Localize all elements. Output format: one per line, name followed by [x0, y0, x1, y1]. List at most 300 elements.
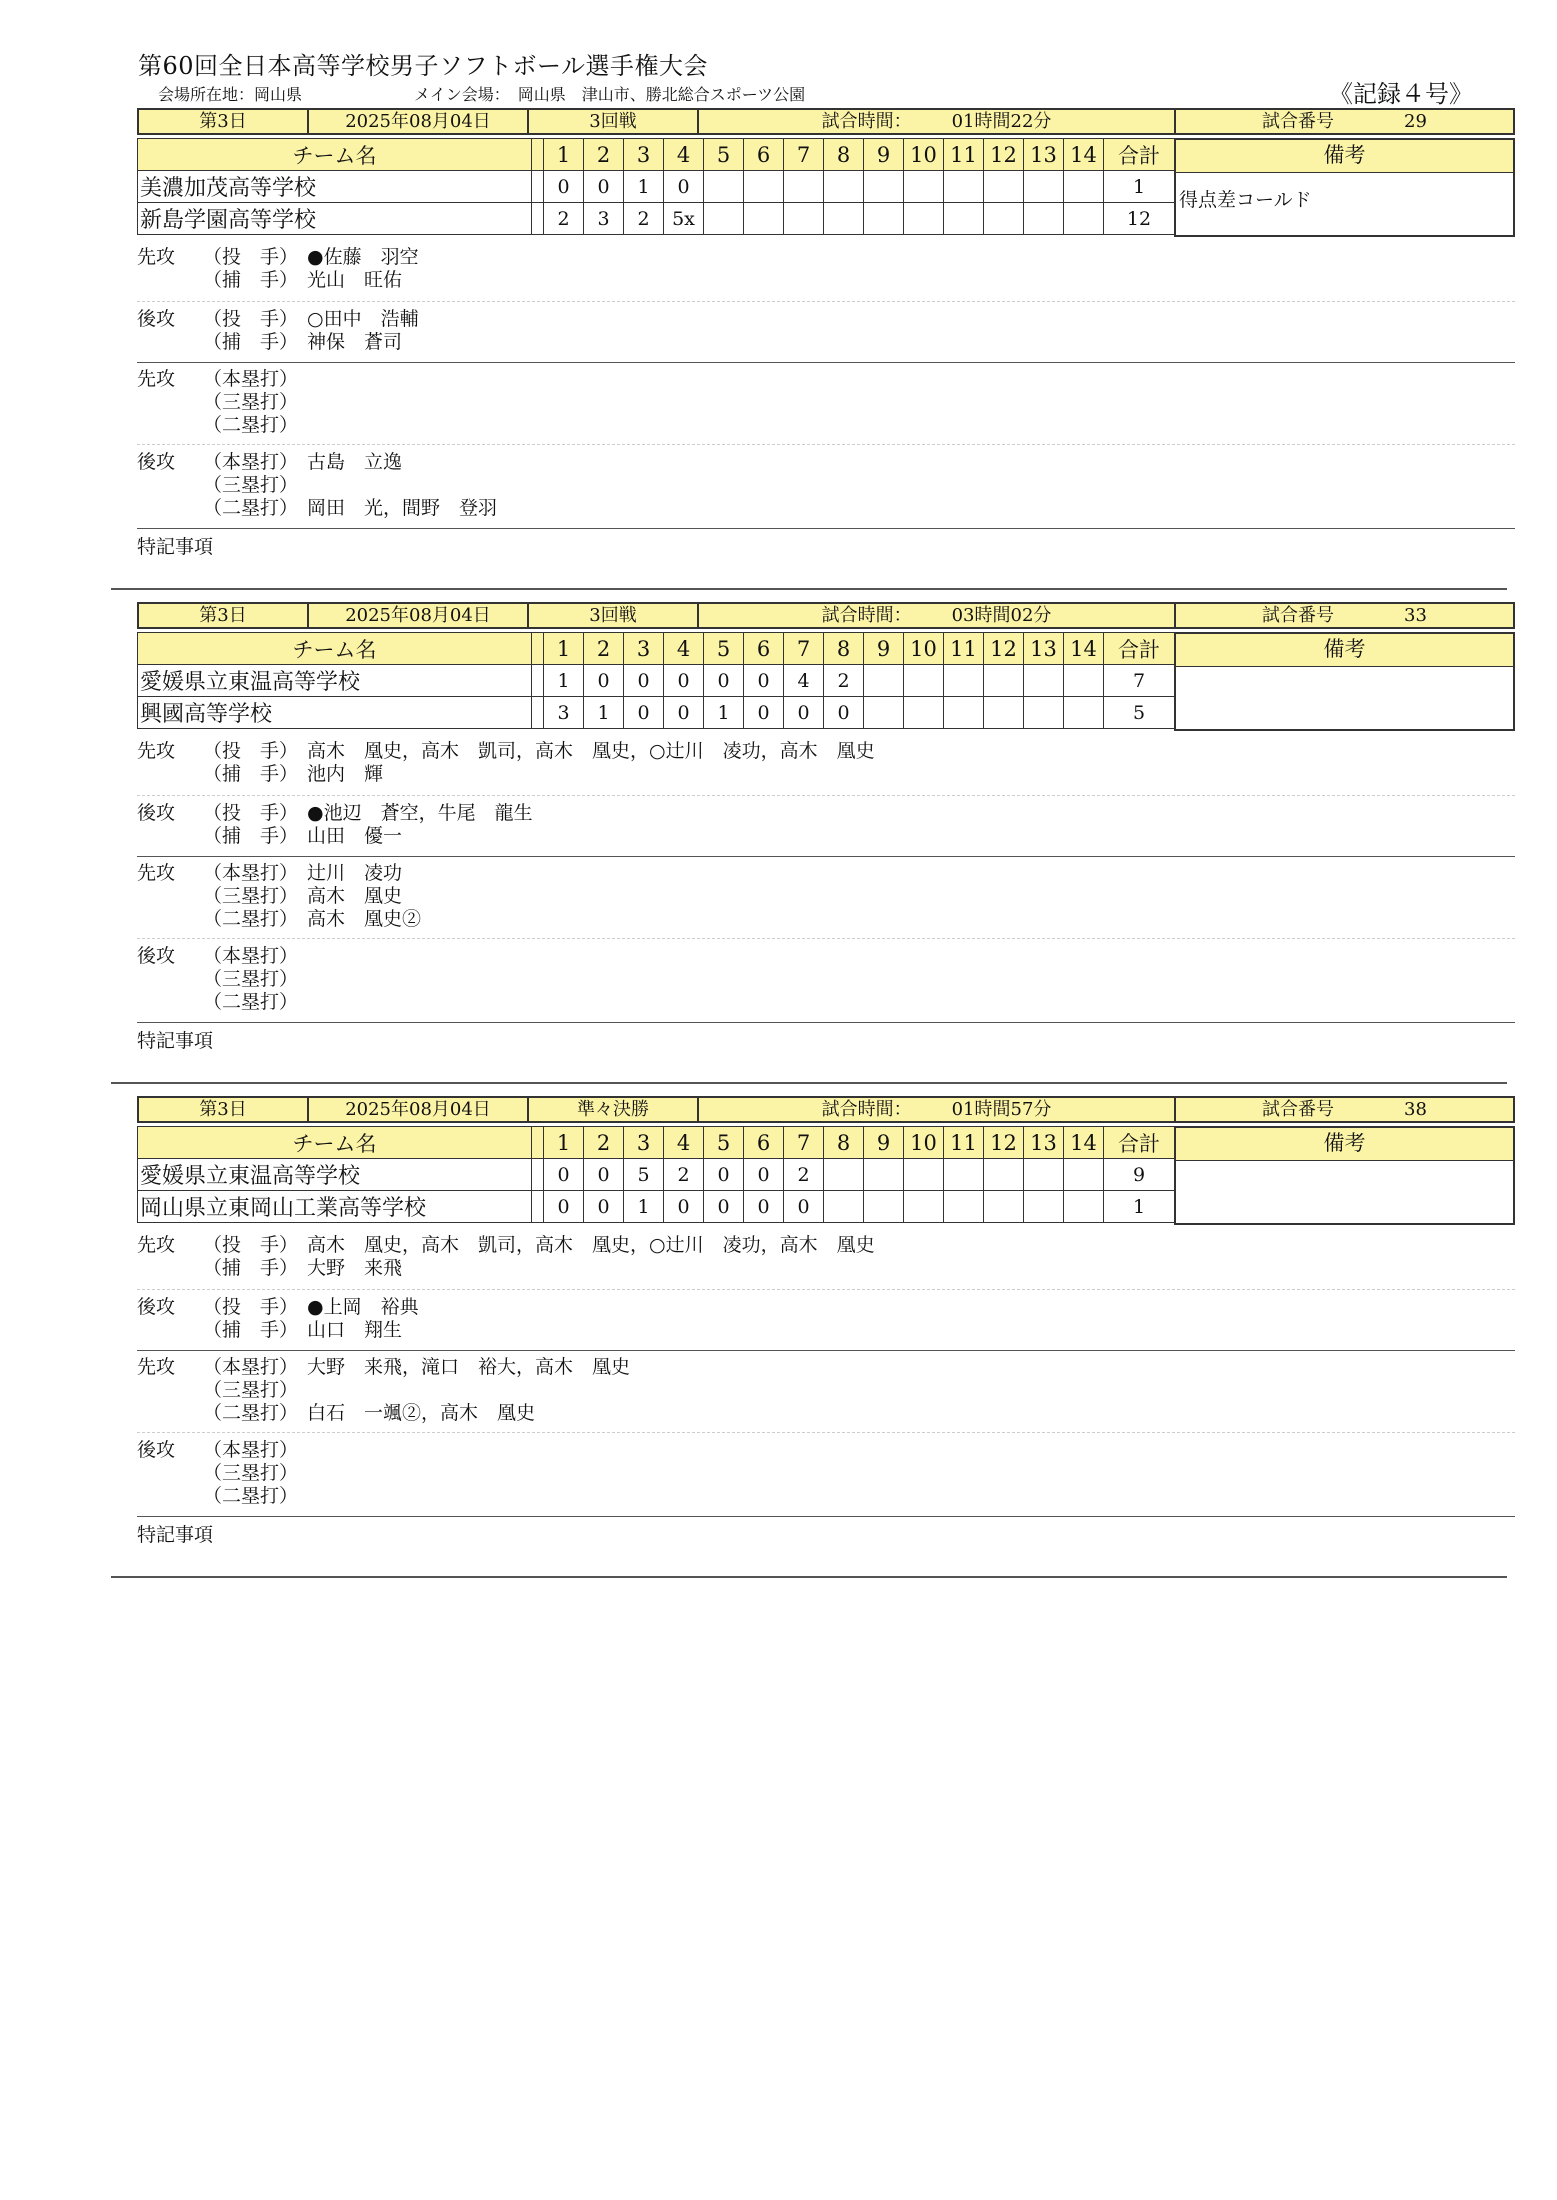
solid-divider: [137, 528, 1515, 529]
inning-score: 0: [624, 665, 664, 697]
inning-score: [1064, 697, 1104, 729]
row-gap: [532, 1191, 544, 1223]
total-header: 合計: [1104, 139, 1175, 171]
inning-header: 11: [944, 633, 984, 665]
inning-score: 0: [544, 1191, 584, 1223]
inning-score: 3: [544, 697, 584, 729]
inning-score: [744, 171, 784, 203]
inning-score: [864, 665, 904, 697]
date-cell: [307, 108, 529, 135]
stat-value: 池内 輝: [307, 763, 384, 785]
inning-score: [984, 697, 1024, 729]
inning-score: 0: [784, 697, 824, 729]
venue-info: [158, 82, 805, 105]
inning-score: [864, 1159, 904, 1191]
inning-score: [984, 203, 1024, 235]
inning-header: 10: [904, 633, 944, 665]
inning-score: 0: [664, 171, 704, 203]
header-gap: [532, 139, 544, 171]
inning-score: [704, 171, 744, 203]
row-gap: [532, 697, 544, 729]
special-notes-label: 特記事項: [137, 1030, 214, 1052]
header-gap: [532, 633, 544, 665]
stat-value: 光山 旺佑: [307, 269, 403, 291]
inning-score: [1064, 171, 1104, 203]
day-cell-text: 第3日: [199, 605, 247, 626]
inning-score: [984, 665, 1024, 697]
inning-header: 10: [904, 139, 944, 171]
inning-header: 13: [1024, 1127, 1064, 1159]
total-header: 合計: [1104, 1127, 1175, 1159]
inning-header: 14: [1064, 633, 1104, 665]
remarks-text: [1176, 667, 1513, 729]
inning-score: [904, 171, 944, 203]
inning-score: [944, 203, 984, 235]
team-row: [138, 697, 1175, 729]
game-block: [137, 602, 1515, 1072]
inning-header: 14: [1064, 139, 1104, 171]
inning-score: [984, 1159, 1024, 1191]
game-end-line: [111, 1576, 1507, 1578]
inning-score: 0: [624, 697, 664, 729]
score-header-row: [138, 1127, 1175, 1159]
team-row: [138, 1191, 1175, 1223]
dashed-divider: [137, 795, 1515, 796]
game-number-cell: [1174, 108, 1515, 135]
main-venue-label: メイン会場：: [414, 85, 510, 104]
venue-location: 会場所在地：岡山県: [158, 85, 303, 104]
solid-divider: [137, 362, 1515, 363]
remarks-text: 得点差コールド: [1179, 189, 1312, 211]
stat-label: （捕 手）: [203, 1319, 299, 1341]
stat-value: 神保 蒼司: [307, 331, 403, 353]
inning-header: 1: [544, 1127, 584, 1159]
inning-score: 0: [744, 1191, 784, 1223]
side-label: 後攻: [137, 1439, 176, 1461]
special-notes-label: 特記事項: [137, 1524, 214, 1546]
game-header: [137, 1096, 1515, 1127]
tournament-title: 第60回全日本高等学校男子ソフトボール選手権大会: [138, 52, 709, 80]
stat-value: ●上岡 裕典: [307, 1296, 419, 1318]
stat-label: （投 手）: [203, 1234, 299, 1256]
game-details: [137, 246, 1515, 566]
inning-header: 7: [784, 633, 824, 665]
match-time-cell-text: 03時間02分: [951, 605, 1052, 626]
inning-score: [904, 697, 944, 729]
inning-score: 0: [704, 1159, 744, 1191]
inning-score: 0: [744, 665, 784, 697]
stat-label: （捕 手）: [203, 1257, 299, 1279]
total-header: 合計: [1104, 633, 1175, 665]
stat-value: 山口 翔生: [307, 1319, 403, 1341]
game-number-cell: [1174, 602, 1515, 629]
inning-score: 0: [664, 665, 704, 697]
inning-score: 1: [584, 697, 624, 729]
stat-label: （投 手）: [203, 802, 299, 824]
inning-score: [1024, 1159, 1064, 1191]
game-details: [137, 740, 1515, 1060]
inning-score: [864, 171, 904, 203]
inning-score: 0: [544, 1159, 584, 1191]
stat-value: 白石 一颯②，高木 凰史: [307, 1402, 536, 1424]
main-venue-value: 岡山県 津山市、勝北総合スポーツ公園: [517, 85, 806, 104]
inning-header: 4: [664, 139, 704, 171]
row-gap: [532, 1159, 544, 1191]
team-name-header: チーム名: [138, 633, 532, 665]
stat-label: （三塁打）: [203, 1462, 299, 1484]
stat-label: （二塁打）: [203, 991, 299, 1013]
inning-score: 1: [624, 1191, 664, 1223]
inning-score: [1064, 665, 1104, 697]
inning-score: 0: [584, 171, 624, 203]
inning-header: 3: [624, 633, 664, 665]
inning-score: 2: [824, 665, 864, 697]
side-label: 後攻: [137, 802, 176, 824]
stat-label: （二塁打）: [203, 1402, 299, 1424]
date-cell: [307, 602, 529, 629]
inning-score: 1: [704, 697, 744, 729]
inning-score: 5: [624, 1159, 664, 1191]
game-end-line: [111, 1082, 1507, 1084]
dashed-divider: [137, 301, 1515, 302]
inning-score: 0: [584, 665, 624, 697]
match-time-cell: [697, 602, 1176, 629]
day-cell: [137, 602, 309, 629]
inning-header: 8: [824, 139, 864, 171]
match-time-cell-text: 01時間57分: [951, 1099, 1052, 1120]
inning-header: 5: [704, 139, 744, 171]
team-name: 美濃加茂高等学校: [138, 171, 532, 203]
match-time-cell-text: 試合時間：: [821, 605, 912, 626]
side-label: 先攻: [137, 1356, 176, 1378]
game-header: [137, 602, 1515, 633]
inning-header: 2: [584, 1127, 624, 1159]
match-time-cell: [697, 108, 1176, 135]
inning-score: [904, 1191, 944, 1223]
match-time-cell: [697, 1096, 1176, 1123]
inning-score: 0: [704, 1191, 744, 1223]
side-label: 後攻: [137, 308, 176, 330]
inning-score: [944, 1159, 984, 1191]
inning-score: [864, 697, 904, 729]
game-block: [137, 1096, 1515, 1566]
team-name: 興國高等学校: [138, 697, 532, 729]
stat-label: （本塁打）: [203, 862, 299, 884]
inning-score: 2: [544, 203, 584, 235]
day-cell-text: 第3日: [199, 1099, 247, 1120]
stat-label: （投 手）: [203, 308, 299, 330]
date-cell-text: 2025年08月04日: [345, 605, 491, 626]
inning-header: 9: [864, 633, 904, 665]
inning-header: 5: [704, 633, 744, 665]
inning-score: [904, 203, 944, 235]
stat-label: （捕 手）: [203, 331, 299, 353]
inning-score: [1024, 697, 1064, 729]
remarks-text: [1176, 1161, 1513, 1223]
inning-score: 0: [664, 1191, 704, 1223]
round-cell: [527, 602, 699, 629]
inning-score: [944, 1191, 984, 1223]
inning-score: 0: [584, 1191, 624, 1223]
stat-value: ○田中 浩輔: [307, 308, 419, 330]
inning-header: 7: [784, 139, 824, 171]
date-cell-text: 2025年08月04日: [345, 1099, 491, 1120]
inning-header: 14: [1064, 1127, 1104, 1159]
stat-label: （本塁打）: [203, 1439, 299, 1461]
solid-divider: [137, 1350, 1515, 1351]
inning-score: [824, 1159, 864, 1191]
solid-divider: [137, 1516, 1515, 1517]
side-label: 後攻: [137, 451, 176, 473]
solid-divider: [137, 856, 1515, 857]
total-score: 9: [1104, 1159, 1175, 1191]
score-table: [137, 138, 1175, 235]
stat-value: 辻川 凌功: [307, 862, 403, 884]
inning-score: [1064, 1191, 1104, 1223]
dashed-divider: [137, 938, 1515, 939]
inning-score: [824, 1191, 864, 1223]
team-name: 新島学園高等学校: [138, 203, 532, 235]
remarks-box: [1174, 138, 1515, 237]
inning-header: 1: [544, 139, 584, 171]
inning-score: [864, 1191, 904, 1223]
game-end-line: [111, 588, 1507, 590]
inning-score: [864, 203, 904, 235]
inning-header: 8: [824, 1127, 864, 1159]
inning-score: 0: [544, 171, 584, 203]
game-number-cell-text: 29: [1404, 111, 1427, 132]
side-label: 先攻: [137, 1234, 176, 1256]
inning-score: [984, 171, 1024, 203]
inning-score: [1024, 203, 1064, 235]
stat-label: （投 手）: [203, 246, 299, 268]
game-header: [137, 108, 1515, 139]
inning-score: [1064, 1159, 1104, 1191]
team-name-header: チーム名: [138, 139, 532, 171]
dashed-divider: [137, 444, 1515, 445]
remarks-header: 備考: [1176, 140, 1513, 173]
total-score: 5: [1104, 697, 1175, 729]
day-cell-text: 第3日: [199, 111, 247, 132]
stat-label: （捕 手）: [203, 825, 299, 847]
stat-label: （捕 手）: [203, 269, 299, 291]
stat-value: 古島 立逸: [307, 451, 403, 473]
inning-score: 2: [784, 1159, 824, 1191]
inning-header: 13: [1024, 633, 1064, 665]
inning-score: 0: [824, 697, 864, 729]
inning-score: 0: [584, 1159, 624, 1191]
date-cell-text: 2025年08月04日: [345, 111, 491, 132]
stat-value: ●池辺 蒼空，牛尾 龍生: [307, 802, 533, 824]
inning-score: 0: [664, 697, 704, 729]
match-time-cell-text: 01時間22分: [951, 111, 1052, 132]
round-cell-text: 3回戦: [589, 605, 637, 626]
remarks-header: 備考: [1176, 634, 1513, 667]
stat-label: （投 手）: [203, 1296, 299, 1318]
stat-value: 高木 凰史，高木 凱司，高木 凰史，○辻川 凌功，高木 凰史: [307, 1234, 875, 1256]
inning-score: [1024, 665, 1064, 697]
side-label: 先攻: [137, 368, 176, 390]
inning-header: 11: [944, 139, 984, 171]
inning-header: 10: [904, 1127, 944, 1159]
day-cell: [137, 1096, 309, 1123]
stat-value: ●佐藤 羽空: [307, 246, 419, 268]
round-cell: [527, 108, 699, 135]
inning-score: [944, 665, 984, 697]
inning-score: [824, 171, 864, 203]
inning-score: [784, 203, 824, 235]
inning-score: [1064, 203, 1104, 235]
inning-header: 3: [624, 1127, 664, 1159]
inning-score: [944, 697, 984, 729]
inning-score: [704, 203, 744, 235]
score-table: [137, 632, 1175, 729]
inning-score: 0: [744, 1159, 784, 1191]
inning-header: 11: [944, 1127, 984, 1159]
inning-score: [1024, 1191, 1064, 1223]
remarks-box: [1174, 1126, 1515, 1225]
side-label: 後攻: [137, 945, 176, 967]
inning-score: 1: [624, 171, 664, 203]
team-name: 岡山県立東岡山工業高等学校: [138, 1191, 532, 1223]
stat-label: （三塁打）: [203, 474, 299, 496]
stat-label: （本塁打）: [203, 368, 299, 390]
inning-score: 0: [744, 697, 784, 729]
score-header-row: [138, 139, 1175, 171]
inning-score: [904, 665, 944, 697]
inning-header: 2: [584, 633, 624, 665]
dashed-divider: [137, 1432, 1515, 1433]
inning-score: [1024, 171, 1064, 203]
stat-label: （本塁打）: [203, 1356, 299, 1378]
stat-label: （三塁打）: [203, 968, 299, 990]
stat-value: 大野 来飛，滝口 裕大，高木 凰史: [307, 1356, 631, 1378]
inning-score: 0: [784, 1191, 824, 1223]
record-number: 《記録４号》: [1329, 80, 1473, 108]
inning-score: [984, 1191, 1024, 1223]
inning-header: 12: [984, 1127, 1024, 1159]
inning-score: [744, 203, 784, 235]
side-label: 先攻: [137, 862, 176, 884]
game-block: [137, 108, 1515, 578]
team-row: [138, 665, 1175, 697]
stat-label: （二塁打）: [203, 414, 299, 436]
stat-label: （二塁打）: [203, 908, 299, 930]
game-number-cell-text: 33: [1404, 605, 1427, 626]
row-gap: [532, 665, 544, 697]
team-name-header: チーム名: [138, 1127, 532, 1159]
inning-header: 3: [624, 139, 664, 171]
match-time-cell-text: 試合時間：: [821, 1099, 912, 1120]
inning-score: [944, 171, 984, 203]
row-gap: [532, 171, 544, 203]
inning-score: 0: [704, 665, 744, 697]
match-time-cell-text: 試合時間：: [821, 111, 912, 132]
stat-value: 山田 優一: [307, 825, 403, 847]
inning-score: [904, 1159, 944, 1191]
inning-score: [824, 203, 864, 235]
stat-value: 岡田 光，間野 登羽: [307, 497, 498, 519]
total-score: 12: [1104, 203, 1175, 235]
stat-label: （捕 手）: [203, 763, 299, 785]
inning-score: 5x: [664, 203, 704, 235]
inning-header: 5: [704, 1127, 744, 1159]
header-gap: [532, 1127, 544, 1159]
day-cell: [137, 108, 309, 135]
row-gap: [532, 203, 544, 235]
stat-value: 大野 来飛: [307, 1257, 403, 1279]
inning-header: 12: [984, 139, 1024, 171]
inning-score: [784, 171, 824, 203]
round-cell: [527, 1096, 699, 1123]
team-name: 愛媛県立東温高等学校: [138, 665, 532, 697]
inning-header: 8: [824, 633, 864, 665]
score-table: [137, 1126, 1175, 1223]
stat-label: （二塁打）: [203, 1485, 299, 1507]
stat-label: （三塁打）: [203, 391, 299, 413]
total-score: 7: [1104, 665, 1175, 697]
game-number-cell-text: 試合番号: [1262, 111, 1335, 132]
inning-score: 2: [664, 1159, 704, 1191]
score-header-row: [138, 633, 1175, 665]
total-score: 1: [1104, 1191, 1175, 1223]
inning-header: 7: [784, 1127, 824, 1159]
round-cell-text: 3回戦: [589, 111, 637, 132]
inning-score: 1: [544, 665, 584, 697]
stat-label: （三塁打）: [203, 1379, 299, 1401]
stat-label: （二塁打）: [203, 497, 299, 519]
inning-score: 4: [784, 665, 824, 697]
game-number-cell-text: 試合番号: [1262, 605, 1335, 626]
game-number-cell: [1174, 1096, 1515, 1123]
stat-value: 高木 凰史，高木 凱司，高木 凰史，○辻川 凌功，高木 凰史: [307, 740, 875, 762]
game-number-cell-text: 試合番号: [1262, 1099, 1335, 1120]
inning-header: 6: [744, 633, 784, 665]
inning-header: 6: [744, 1127, 784, 1159]
inning-header: 2: [584, 139, 624, 171]
team-name: 愛媛県立東温高等学校: [138, 1159, 532, 1191]
special-notes-label: 特記事項: [137, 536, 214, 558]
inning-score: 2: [624, 203, 664, 235]
inning-header: 9: [864, 1127, 904, 1159]
side-label: 先攻: [137, 740, 176, 762]
inning-header: 4: [664, 1127, 704, 1159]
side-label: 後攻: [137, 1296, 176, 1318]
total-score: 1: [1104, 171, 1175, 203]
stat-label: （三塁打）: [203, 885, 299, 907]
stat-value: 高木 凰史②: [307, 908, 422, 930]
game-details: [137, 1234, 1515, 1554]
side-label: 先攻: [137, 246, 176, 268]
team-row: [138, 171, 1175, 203]
inning-header: 1: [544, 633, 584, 665]
dashed-divider: [137, 1289, 1515, 1290]
round-cell-text: 準々決勝: [577, 1099, 649, 1120]
solid-divider: [137, 1022, 1515, 1023]
game-number-cell-text: 38: [1404, 1099, 1427, 1120]
remarks-box: [1174, 632, 1515, 731]
inning-header: 12: [984, 633, 1024, 665]
stat-value: 高木 凰史: [307, 885, 403, 907]
inning-header: 4: [664, 633, 704, 665]
inning-header: 9: [864, 139, 904, 171]
stat-label: （本塁打）: [203, 451, 299, 473]
team-row: [138, 203, 1175, 235]
inning-header: 13: [1024, 139, 1064, 171]
inning-score: 3: [584, 203, 624, 235]
stat-label: （本塁打）: [203, 945, 299, 967]
remarks-header: 備考: [1176, 1128, 1513, 1161]
